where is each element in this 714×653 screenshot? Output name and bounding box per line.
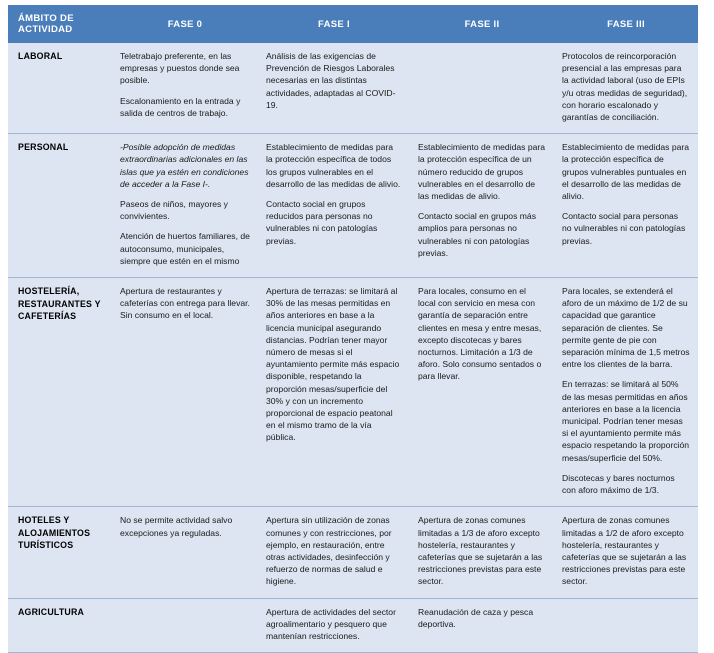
activity-scope-line: CAFETERÍAS bbox=[18, 311, 77, 322]
activity-scope-cell bbox=[8, 43, 112, 134]
cell-paragraph: Establecimiento de medidas para la protección específica de un número reducido de grupos vulnerables en el desarrollo de las medidas de alivio. bbox=[418, 142, 546, 202]
activity-scope-line: RESTAURANTES Y bbox=[18, 298, 101, 309]
activity-scope-line: HOSTELERÍA, bbox=[18, 286, 80, 297]
column-header-line: FASE III bbox=[607, 18, 645, 30]
cell-fase3 bbox=[554, 598, 698, 653]
cell-fase0 bbox=[112, 134, 258, 278]
cell-paragraph: Análisis de las exigencias de Prevención de Riesgos Laborales necesarias en las distintas actividades, adaptadas al COVID-19. bbox=[266, 51, 396, 110]
activity-scope-cell bbox=[8, 507, 112, 598]
table-row bbox=[8, 507, 698, 598]
column-header-fase1 bbox=[258, 5, 410, 43]
cell-fase1 bbox=[258, 134, 410, 278]
cell-paragraph: Apertura sin utilización de zonas comunes y con restricciones, por ejemplo, en restauración, entre otras actividades, desinfección y refuerzo de normas de salud e higiene. bbox=[266, 515, 392, 587]
cell-fase2 bbox=[410, 134, 554, 278]
cell-paragraph: Apertura de actividades del sector agroalimentario y pesquero que mantenían restricciones. bbox=[266, 606, 396, 641]
cell-fase0 bbox=[112, 43, 258, 134]
cell-paragraph: Para locales, consumo en el local con servicio en mesa con garantía de separación entre clientes en mesa y entre mesas, excepto discotecas y bares nocturnos. Limitación a 1/3 de aforo. Solo consumo sentados o para llevar. bbox=[418, 286, 542, 382]
table-row bbox=[8, 598, 698, 653]
column-header-line: ÁMBITO DE bbox=[18, 13, 74, 24]
cell-fase3 bbox=[554, 507, 698, 598]
cell-paragraph: Escalonamiento en la entrada y salida de centros de trabajo. bbox=[120, 95, 241, 118]
column-header-fase0 bbox=[112, 5, 258, 43]
cell-paragraph: Atención de huertos familiares, de autoconsumo, municipales, siempre que estén en el mismo bbox=[120, 231, 250, 266]
cell-paragraph: En terrazas: se limitará al 50% de las mesas permitidas en años anteriores en base a la licencia municipal. Podrían tener mesas si el ayuntamiento permite más espacio respetando la proporción mesas/superficie del 50%. bbox=[562, 379, 690, 463]
empty-cell bbox=[562, 606, 690, 610]
column-header-fase3 bbox=[554, 5, 698, 43]
activity-scope-line: AGRICULTURA bbox=[18, 606, 85, 617]
column-header-line: FASE 0 bbox=[167, 18, 203, 30]
cell-fase3 bbox=[554, 134, 698, 278]
cell-paragraph: Protocolos de reincorporación presencial a las empresas para la actividad laboral (uso de EPIs y/u otras medidas de seguridad), con horario escalonado y garantías de conciliación. bbox=[562, 51, 688, 123]
cell-fase2 bbox=[410, 598, 554, 653]
cell-paragraph: -Posible adopción de medidas extraordinarias adicionales en las islas que ya estén en condiciones de acceder a la Fase I-. bbox=[120, 142, 249, 189]
column-header-line: FASE II bbox=[464, 18, 500, 30]
activity-scope-line: PERSONAL bbox=[18, 142, 69, 153]
cell-paragraph: Teletrabajo preferente, en las empresas y puestos donde sea posible. bbox=[120, 51, 240, 86]
cell-fase0 bbox=[112, 278, 258, 507]
cell-paragraph: Establecimiento de medidas para la protección específica de todos los grupos vulnerables en el desarrollo de las medidas de alivio. bbox=[266, 142, 401, 189]
cell-fase1 bbox=[258, 278, 410, 507]
activity-scope-line: ALOJAMIENTOS bbox=[18, 527, 91, 538]
cell-fase1 bbox=[258, 43, 410, 134]
table-row bbox=[8, 278, 698, 507]
cell-fase0 bbox=[112, 507, 258, 598]
table-row bbox=[8, 43, 698, 134]
cell-fase1 bbox=[258, 507, 410, 598]
activity-scope-cell bbox=[8, 278, 112, 507]
cell-paragraph: Apertura de restaurantes y cafeterías con entrega para llevar. Sin consumo en el local. bbox=[120, 286, 250, 321]
column-header-ambito bbox=[8, 5, 112, 43]
cell-fase0 bbox=[112, 598, 258, 653]
cell-paragraph: No se permite actividad salvo excepciones ya reguladas. bbox=[120, 515, 233, 538]
cell-paragraph: Contacto social en grupos reducidos para personas no vulnerables ni con patologías previas. bbox=[266, 199, 378, 246]
column-header-line: FASE I bbox=[318, 18, 350, 30]
table-body bbox=[8, 43, 698, 653]
cell-paragraph: Establecimiento de medidas para la protección específica de grupos vulnerables puntuales en el desarrollo de las medidas de alivio. bbox=[562, 142, 690, 202]
cell-paragraph: Reanudación de caza y pesca deportiva. bbox=[418, 606, 534, 629]
cell-fase2 bbox=[410, 278, 554, 507]
empty-cell bbox=[418, 50, 546, 54]
header-row bbox=[8, 5, 698, 43]
phases-table-container bbox=[8, 5, 698, 653]
cell-paragraph: Discotecas y bares nocturnos con aforo máximo de 1/3. bbox=[562, 472, 675, 496]
activity-scope-line: TURÍSTICOS bbox=[18, 540, 74, 551]
column-header-line: ACTIVIDAD bbox=[18, 24, 73, 35]
cell-paragraph: Para locales, se extenderá el aforo de un máximo de 1/2 de su capacidad que garantice separación de clientes. Se permite gente de pie con separación mínima de 1,5 metros entre los clientes de la barra. bbox=[562, 286, 690, 370]
cell-paragraph: Apertura de terrazas: se limitará al 30% de las mesas permitidas en años anteriores en base a la licencia municipal asegurando distancias. Podrían tener mayor número de mesas si el ayuntamiento permite más espacio disponible, respetando la proporción mesas/superficie del 30% y con un incremento proporcional de espacio peatonal en el mismo tramo de la vía pública. bbox=[266, 286, 400, 443]
table-header bbox=[8, 5, 698, 43]
cell-paragraph: Apertura de zonas comunes limitadas a 1/3 de aforo excepto hostelería, restaurantes y cafeterías que se sujetarán a las restricciones previstas para este sector. bbox=[418, 515, 543, 587]
cell-paragraph: Apertura de zonas comunes limitadas a 1/2 de aforo excepto hostelería, restaurantes y cafeterías que se sujetarán a las restricciones previstas para este sector. bbox=[562, 515, 687, 587]
activity-scope-cell bbox=[8, 598, 112, 653]
activity-scope-line: HOTELES Y bbox=[18, 515, 70, 526]
cell-fase2 bbox=[410, 507, 554, 598]
activity-scope-cell bbox=[8, 134, 112, 278]
cell-paragraph: Paseos de niños, mayores y convivientes. bbox=[120, 199, 228, 222]
cell-fase2 bbox=[410, 43, 554, 134]
cell-fase1 bbox=[258, 598, 410, 653]
cell-fase3 bbox=[554, 278, 698, 507]
cell-paragraph: Contacto social en grupos más amplios para personas no vulnerables ni con patologías previas. bbox=[418, 211, 536, 258]
phases-table bbox=[8, 5, 698, 653]
table-row bbox=[8, 134, 698, 278]
empty-cell bbox=[120, 606, 250, 610]
column-header-fase2 bbox=[410, 5, 554, 43]
cell-paragraph: Contacto social para personas no vulnerables ni con patologías previas. bbox=[562, 211, 686, 246]
activity-scope-line: LABORAL bbox=[18, 51, 63, 61]
cell-fase3 bbox=[554, 43, 698, 134]
